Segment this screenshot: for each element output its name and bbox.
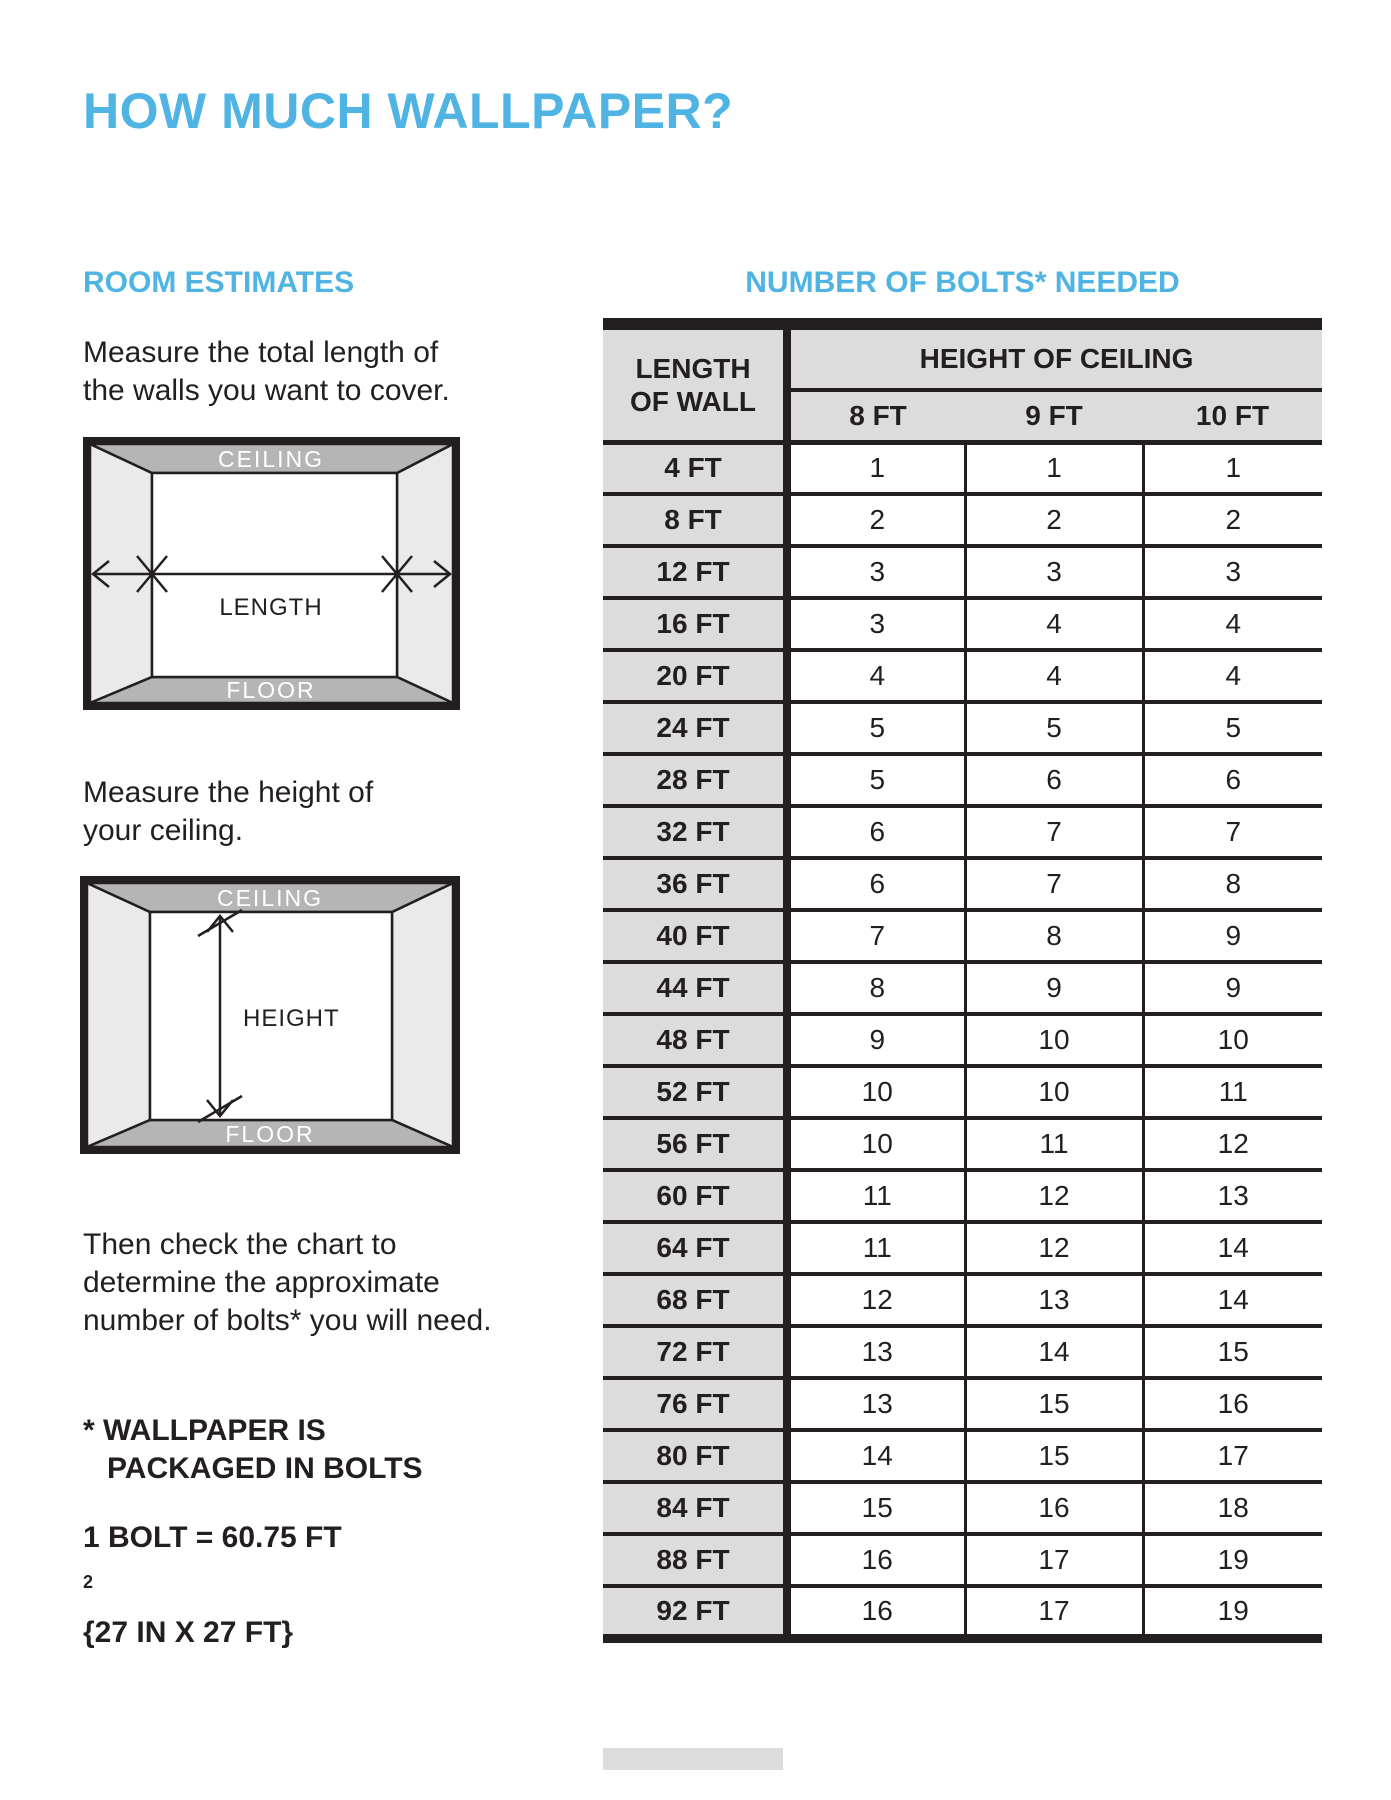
bolt-count-cell: 13 — [965, 1274, 1143, 1326]
table-row — [603, 858, 1322, 910]
table-row — [603, 546, 1322, 598]
length-measure-label: LENGTH — [219, 594, 323, 621]
table-row — [603, 962, 1322, 1014]
bolt-count-cell: 17 — [965, 1534, 1143, 1586]
instruction-line: Measure the height of — [83, 776, 374, 809]
wallpaper-bolts-footnote — [83, 1412, 423, 1488]
wall-length-label: 28 FT — [603, 754, 787, 806]
bolt-count-cell: 10 — [787, 1118, 965, 1170]
footnote-line: PACKAGED IN BOLTS — [107, 1452, 423, 1485]
bolt-count-cell: 6 — [965, 754, 1143, 806]
wall-length-label: 76 FT — [603, 1378, 787, 1430]
table-row — [603, 1586, 1322, 1638]
height-of-ceiling-header: HEIGHT OF CEILING — [787, 324, 1322, 390]
bolt-count-cell: 10 — [965, 1066, 1143, 1118]
bolt-count-cell: 11 — [787, 1222, 965, 1274]
table-row — [603, 494, 1322, 546]
bolt-count-cell: 14 — [787, 1430, 965, 1482]
wall-length-label: 44 FT — [603, 962, 787, 1014]
bolt-count-cell: 4 — [787, 650, 965, 702]
table-row — [603, 754, 1322, 806]
bolt-count-cell: 11 — [787, 1170, 965, 1222]
bolt-count-cell: 19 — [1143, 1534, 1322, 1586]
wall-length-label: 20 FT — [603, 650, 787, 702]
bolt-count-cell: 2 — [965, 494, 1143, 546]
bolt-count-cell: 5 — [787, 702, 965, 754]
header-line: OF WALL — [630, 385, 756, 417]
wall-length-label: 80 FT — [603, 1430, 787, 1482]
instruction-measure-height — [83, 774, 373, 850]
ceiling-label: CEILING — [217, 446, 325, 472]
table-column-sliver — [603, 1748, 783, 1770]
bolt-count-cell: 4 — [965, 598, 1143, 650]
floor-label: FLOOR — [226, 677, 316, 703]
length-of-wall-header — [603, 324, 787, 442]
bolt-count-cell: 5 — [787, 754, 965, 806]
ceiling-10ft-header: 10 FT — [1143, 390, 1322, 442]
instruction-line: number of bolts* you will need. — [83, 1304, 492, 1337]
section-heading-number-of-bolts: NUMBER OF BOLTS* NEEDED — [745, 266, 1180, 299]
wall-length-label: 12 FT — [603, 546, 787, 598]
table-row — [603, 650, 1322, 702]
table-row — [603, 1534, 1322, 1586]
bolt-count-cell: 3 — [1143, 546, 1322, 598]
wall-length-label: 64 FT — [603, 1222, 787, 1274]
wall-length-label: 52 FT — [603, 1066, 787, 1118]
table-row — [603, 806, 1322, 858]
instruction-line: the walls you want to cover. — [83, 374, 450, 407]
wall-length-label: 56 FT — [603, 1118, 787, 1170]
table-row — [603, 1170, 1322, 1222]
bolt-count-cell: 7 — [965, 806, 1143, 858]
bolt-count-cell: 15 — [965, 1378, 1143, 1430]
instruction-check-chart — [83, 1226, 492, 1340]
bolt-table — [603, 318, 1322, 1643]
instruction-line: Then check the chart to — [83, 1228, 397, 1261]
bolt-count-cell: 6 — [1143, 754, 1322, 806]
bolt-size-info — [83, 1515, 342, 1655]
bolt-count-cell: 1 — [787, 442, 965, 494]
bolt-count-cell: 8 — [965, 910, 1143, 962]
wall-length-label: 60 FT — [603, 1170, 787, 1222]
table-row — [603, 1118, 1322, 1170]
bolt-count-cell: 17 — [965, 1586, 1143, 1638]
bolt-count-cell: 6 — [787, 858, 965, 910]
table-row — [603, 1066, 1322, 1118]
bolt-count-cell: 9 — [787, 1014, 965, 1066]
bolt-count-cell: 17 — [1143, 1430, 1322, 1482]
table-row — [603, 1274, 1322, 1326]
bolt-count-cell: 3 — [787, 598, 965, 650]
bolt-count-cell: 14 — [965, 1326, 1143, 1378]
page-title: HOW MUCH WALLPAPER? — [83, 83, 734, 139]
bolt-count-cell: 13 — [787, 1378, 965, 1430]
room-length-diagram — [83, 437, 460, 710]
bolt-count-cell: 8 — [787, 962, 965, 1014]
bolt-count-cell: 4 — [1143, 598, 1322, 650]
ceiling-8ft-header: 8 FT — [787, 390, 965, 442]
bolt-count-cell: 10 — [787, 1066, 965, 1118]
footnote-line: * WALLPAPER IS — [83, 1414, 326, 1447]
bolt-count-cell: 13 — [1143, 1170, 1322, 1222]
wall-length-label: 32 FT — [603, 806, 787, 858]
section-heading-room-estimates: ROOM ESTIMATES — [83, 266, 355, 299]
bolt-count-cell: 18 — [1143, 1482, 1322, 1534]
right-wall-panel — [392, 883, 453, 1147]
wall-length-label: 40 FT — [603, 910, 787, 962]
bolt-count-cell: 19 — [1143, 1586, 1322, 1638]
wall-length-label: 72 FT — [603, 1326, 787, 1378]
bolt-count-cell: 1 — [1143, 442, 1322, 494]
table-row — [603, 1326, 1322, 1378]
bolt-equation: 1 BOLT = 60.75 FT $^2$ — [83, 1521, 342, 1592]
room-height-diagram — [80, 876, 460, 1154]
wall-length-label: 8 FT — [603, 494, 787, 546]
bolt-count-cell: 4 — [1143, 650, 1322, 702]
wall-length-label: 88 FT — [603, 1534, 787, 1586]
wall-length-label: 84 FT — [603, 1482, 787, 1534]
table-row — [603, 1222, 1322, 1274]
table-header-row — [603, 324, 1322, 390]
bolt-count-cell: 15 — [787, 1482, 965, 1534]
table-row — [603, 442, 1322, 494]
bolt-count-cell: 7 — [787, 910, 965, 962]
bolt-count-cell: 12 — [965, 1222, 1143, 1274]
bolt-count-cell: 6 — [787, 806, 965, 858]
table-row — [603, 1378, 1322, 1430]
header-line: LENGTH — [635, 352, 751, 384]
bolt-count-cell: 2 — [787, 494, 965, 546]
bolt-count-cell: 1 — [965, 442, 1143, 494]
bolt-count-cell: 11 — [1143, 1066, 1322, 1118]
height-measure-label: HEIGHT — [243, 1005, 340, 1032]
bolt-count-cell: 7 — [965, 858, 1143, 910]
wall-length-label: 4 FT — [603, 442, 787, 494]
bolt-count-cell: 14 — [1143, 1222, 1322, 1274]
superscript-two: 2 — [83, 1572, 94, 1592]
bolt-count-cell: 13 — [787, 1326, 965, 1378]
bolt-count-cell: 16 — [787, 1586, 965, 1638]
wall-length-label: 24 FT — [603, 702, 787, 754]
bolt-count-cell: 9 — [965, 962, 1143, 1014]
bolt-count-cell: 5 — [1143, 702, 1322, 754]
table-row — [603, 1430, 1322, 1482]
wall-length-label: 16 FT — [603, 598, 787, 650]
bolt-count-cell: 10 — [1143, 1014, 1322, 1066]
wall-length-label: 92 FT — [603, 1586, 787, 1638]
table-row — [603, 910, 1322, 962]
instruction-measure-length — [83, 334, 450, 410]
wall-length-label: 68 FT — [603, 1274, 787, 1326]
table-row — [603, 702, 1322, 754]
instruction-line: Measure the total length of — [83, 336, 439, 369]
bolt-count-cell: 16 — [965, 1482, 1143, 1534]
bolt-dimensions: {27 IN X 27 FT} — [83, 1616, 294, 1649]
bolt-count-cell: 9 — [1143, 910, 1322, 962]
bolt-count-cell: 15 — [1143, 1326, 1322, 1378]
ceiling-label: CEILING — [216, 885, 324, 911]
bolt-count-cell: 3 — [965, 546, 1143, 598]
bolt-count-cell: 7 — [1143, 806, 1322, 858]
bolt-count-cell: 14 — [1143, 1274, 1322, 1326]
bolt-count-cell: 12 — [965, 1170, 1143, 1222]
floor-label: FLOOR — [225, 1121, 315, 1147]
wall-length-label: 36 FT — [603, 858, 787, 910]
bolt-count-cell: 3 — [787, 546, 965, 598]
bolt-count-cell: 4 — [965, 650, 1143, 702]
bolt-count-cell: 10 — [965, 1014, 1143, 1066]
instruction-line: determine the approximate — [83, 1266, 440, 1299]
table-row — [603, 598, 1322, 650]
bolt-count-cell: 11 — [965, 1118, 1143, 1170]
bolt-count-cell: 15 — [965, 1430, 1143, 1482]
bolt-count-cell: 16 — [1143, 1378, 1322, 1430]
bolt-count-cell: 5 — [965, 702, 1143, 754]
bolt-count-cell: 9 — [1143, 962, 1322, 1014]
table-row — [603, 1482, 1322, 1534]
bolt-count-cell: 12 — [1143, 1118, 1322, 1170]
left-wall-panel — [87, 883, 150, 1147]
table-row — [603, 1014, 1322, 1066]
wall-length-label: 48 FT — [603, 1014, 787, 1066]
bolt-count-cell: 2 — [1143, 494, 1322, 546]
instruction-line: your ceiling. — [83, 814, 244, 847]
bolt-table-body — [603, 442, 1322, 1638]
ceiling-9ft-header: 9 FT — [965, 390, 1143, 442]
bolt-count-cell: 16 — [787, 1534, 965, 1586]
bolt-count-cell: 12 — [787, 1274, 965, 1326]
bolt-count-cell: 8 — [1143, 858, 1322, 910]
